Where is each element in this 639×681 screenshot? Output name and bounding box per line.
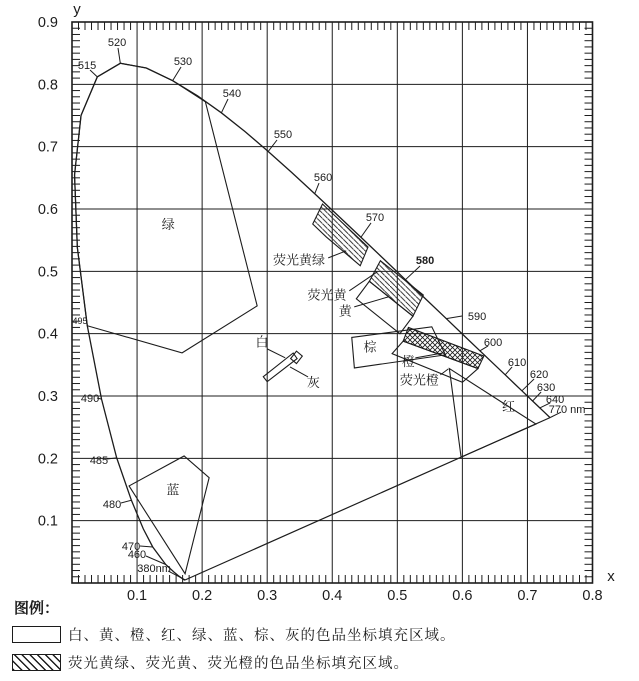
- region-gray-label: 灰: [306, 374, 320, 390]
- y-tick-label: 0.1: [37, 513, 58, 530]
- wavelength-leader-550: [268, 140, 277, 151]
- y-tick-label: 0.7: [37, 139, 58, 156]
- wavelength-leader-580: [405, 266, 420, 280]
- wavelength-leader-530: [173, 67, 181, 81]
- wavelength-label-520: 520: [107, 37, 127, 50]
- legend-title: 图例：: [14, 600, 60, 617]
- y-tick-label: 0.2: [37, 451, 58, 468]
- wavelength-label-380nm: 380nm: [137, 562, 171, 575]
- wavelength-label-530: 530: [173, 56, 193, 69]
- legend-swatch-hatch: [12, 654, 61, 671]
- region-orange-label: 橙: [401, 354, 415, 370]
- wavelength-label-495: 495: [72, 315, 88, 326]
- y-tick-label: 0.8: [37, 77, 58, 94]
- region-white-label: 白: [255, 334, 269, 350]
- y-tick-label: 0.3: [37, 389, 58, 405]
- y-tick-label: 0.5: [37, 264, 58, 281]
- x-tick-label: 0.2: [192, 588, 213, 604]
- legend-item-plain-text: 白、黄、橙、红、绿、蓝、棕、灰的色品坐标填充区域。: [68, 628, 456, 644]
- wavelength-label-470: 470: [121, 540, 141, 553]
- legend-swatch-plain: [12, 626, 61, 643]
- wavelength-label-570: 570: [365, 211, 385, 224]
- legend-item-plain: [12, 624, 456, 645]
- region-brown-label: 棕: [363, 339, 377, 355]
- x-tick-label: 0.4: [322, 588, 343, 604]
- region-red-label: 红: [502, 399, 516, 415]
- x-axis-title: x: [607, 568, 615, 585]
- x-tick-label: 0.1: [126, 588, 148, 604]
- legend-item-fluorescent: [12, 652, 409, 673]
- y-axis-title: y: [73, 1, 81, 18]
- wavelength-leader-540: [221, 99, 228, 113]
- x-tick-label: 0.8: [582, 588, 603, 604]
- region-white-leader: [267, 349, 285, 358]
- region-gray-leader: [290, 367, 308, 377]
- wavelength-leader-560: [315, 183, 319, 194]
- wavelength-label-770nm: 770 nm: [548, 404, 586, 417]
- wavelength-label-540: 540: [222, 87, 242, 100]
- region-blue-label: 蓝: [166, 482, 180, 498]
- legend-item-fluorescent-text: 荧光黄绿、荧光黄、荧光橙的色品坐标填充区域。: [68, 656, 409, 672]
- wavelength-leader-480: [121, 500, 131, 503]
- wavelength-label-480: 480: [102, 498, 122, 511]
- region-fluorescent-yellow-green-label: 荧光黄绿: [273, 252, 326, 268]
- region-fluorescent-orange-leader: [440, 369, 448, 375]
- wavelength-label-600: 600: [483, 337, 503, 350]
- wavelength-label-550: 550: [273, 129, 293, 142]
- wavelength-leader-570: [361, 223, 371, 237]
- wavelength-label-485: 485: [89, 455, 109, 468]
- region-fluorescent-orange-label: 荧光橙: [399, 372, 439, 388]
- wavelength-leader-590: [446, 316, 462, 319]
- wavelength-label-580: 580: [415, 254, 435, 267]
- wavelength-label-620: 620: [529, 368, 549, 381]
- x-tick-label: 0.6: [452, 588, 473, 604]
- region-fluorescent-yellow-green-leader: [328, 251, 346, 258]
- wavelength-leader-520: [118, 48, 120, 63]
- region-fluorescent-yellow-label: 荧光黄: [307, 287, 347, 303]
- wavelength-label-640: 640: [545, 393, 565, 406]
- x-tick-label: 0.3: [257, 588, 278, 604]
- region-green-label: 绿: [161, 217, 175, 233]
- wavelength-label-515: 515: [77, 60, 97, 73]
- wavelength-leader-470: [140, 546, 153, 547]
- wavelength-label-490: 490: [80, 392, 100, 405]
- wavelength-label-560: 560: [313, 172, 333, 185]
- y-tick-label: 0.9: [37, 15, 58, 31]
- region-green: [75, 63, 258, 353]
- x-tick-label: 0.7: [517, 588, 538, 604]
- purple-line: [185, 418, 550, 580]
- wavelength-label-610: 610: [507, 357, 527, 370]
- y-tick-label: 0.6: [37, 202, 58, 218]
- x-tick-label: 0.5: [387, 588, 408, 604]
- region-yellow-label: 黄: [338, 303, 352, 319]
- wavelength-label-630: 630: [536, 382, 556, 395]
- wavelength-label-590: 590: [467, 311, 487, 324]
- y-tick-label: 0.4: [37, 326, 58, 343]
- wavelength-label-460: 460: [127, 549, 147, 562]
